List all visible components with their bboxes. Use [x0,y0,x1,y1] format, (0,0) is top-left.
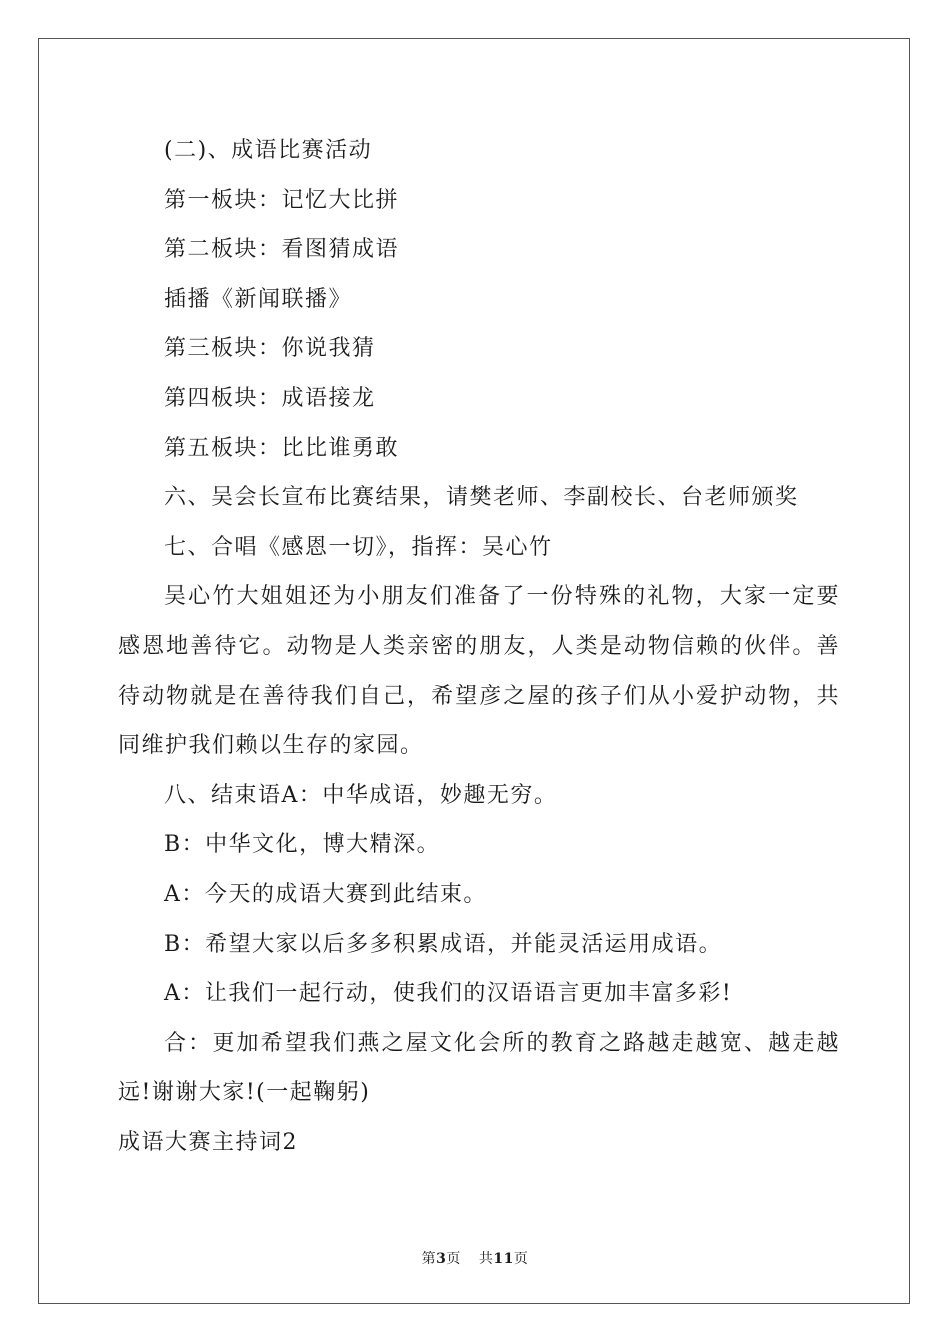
closing-line-5: A：让我们一起行动，使我们的汉语语言更加丰富多彩! [164,981,733,1007]
interlude-news: 插播《新闻联播》 [164,286,353,312]
activity-heading: (二)、成语比赛活动 [164,138,373,163]
page-prefix: 第 [421,1251,437,1267]
page-footer [0,1248,950,1268]
segment-1: 第一板块：记忆大比拼 [164,187,400,213]
item-seven: 七、合唱《感恩一切》，指挥：吴心竹 [164,534,553,560]
closing-line-2: B：中华文化，博大精深。 [164,832,441,858]
total-prefix: 共 [478,1251,494,1267]
farewell-paragraph: 合：更加希望我们燕之屋文化会所的教育之路越走越宽、越走越远!谢谢大家!(一起鞠躬) [118,1030,840,1106]
segment-3: 第三板块：你说我猜 [164,336,376,362]
closing-line-4: B：希望大家以后多多积累成语，并能灵活运用成语。 [164,931,723,957]
page-current: 3 [436,1251,447,1267]
page-suffix: 页 [446,1251,461,1267]
segment-5: 第五板块：比比谁勇敢 [164,435,400,461]
segment-4: 第四板块：成语接龙 [164,385,376,411]
total-suffix: 页 [513,1251,529,1267]
document-body [118,126,840,1167]
segment-2: 第二板块：看图猜成语 [164,237,400,263]
closing-line-3: A：今天的成语大赛到此结束。 [164,881,487,907]
gift-paragraph: 吴心竹大姐姐还为小朋友们准备了一份特殊的礼物，大家一定要感恩地善待它。动物是人类亲密的朋友，人类是动物信赖的伙伴。善待动物就是在善待我们自己，希望彦之屋的孩子们从小爱护动物，共同维护我们赖以生存的家园。 [118,584,840,759]
section-heading: 成语大赛主持词2 [118,1129,298,1155]
page-total: 11 [493,1251,514,1267]
item-six: 六、吴会长宣布比赛结果，请樊老师、李副校长、台老师颁奖 [164,485,799,511]
closing-line-1: 八、结束语A：中华成语，妙趣无穷。 [164,782,558,808]
